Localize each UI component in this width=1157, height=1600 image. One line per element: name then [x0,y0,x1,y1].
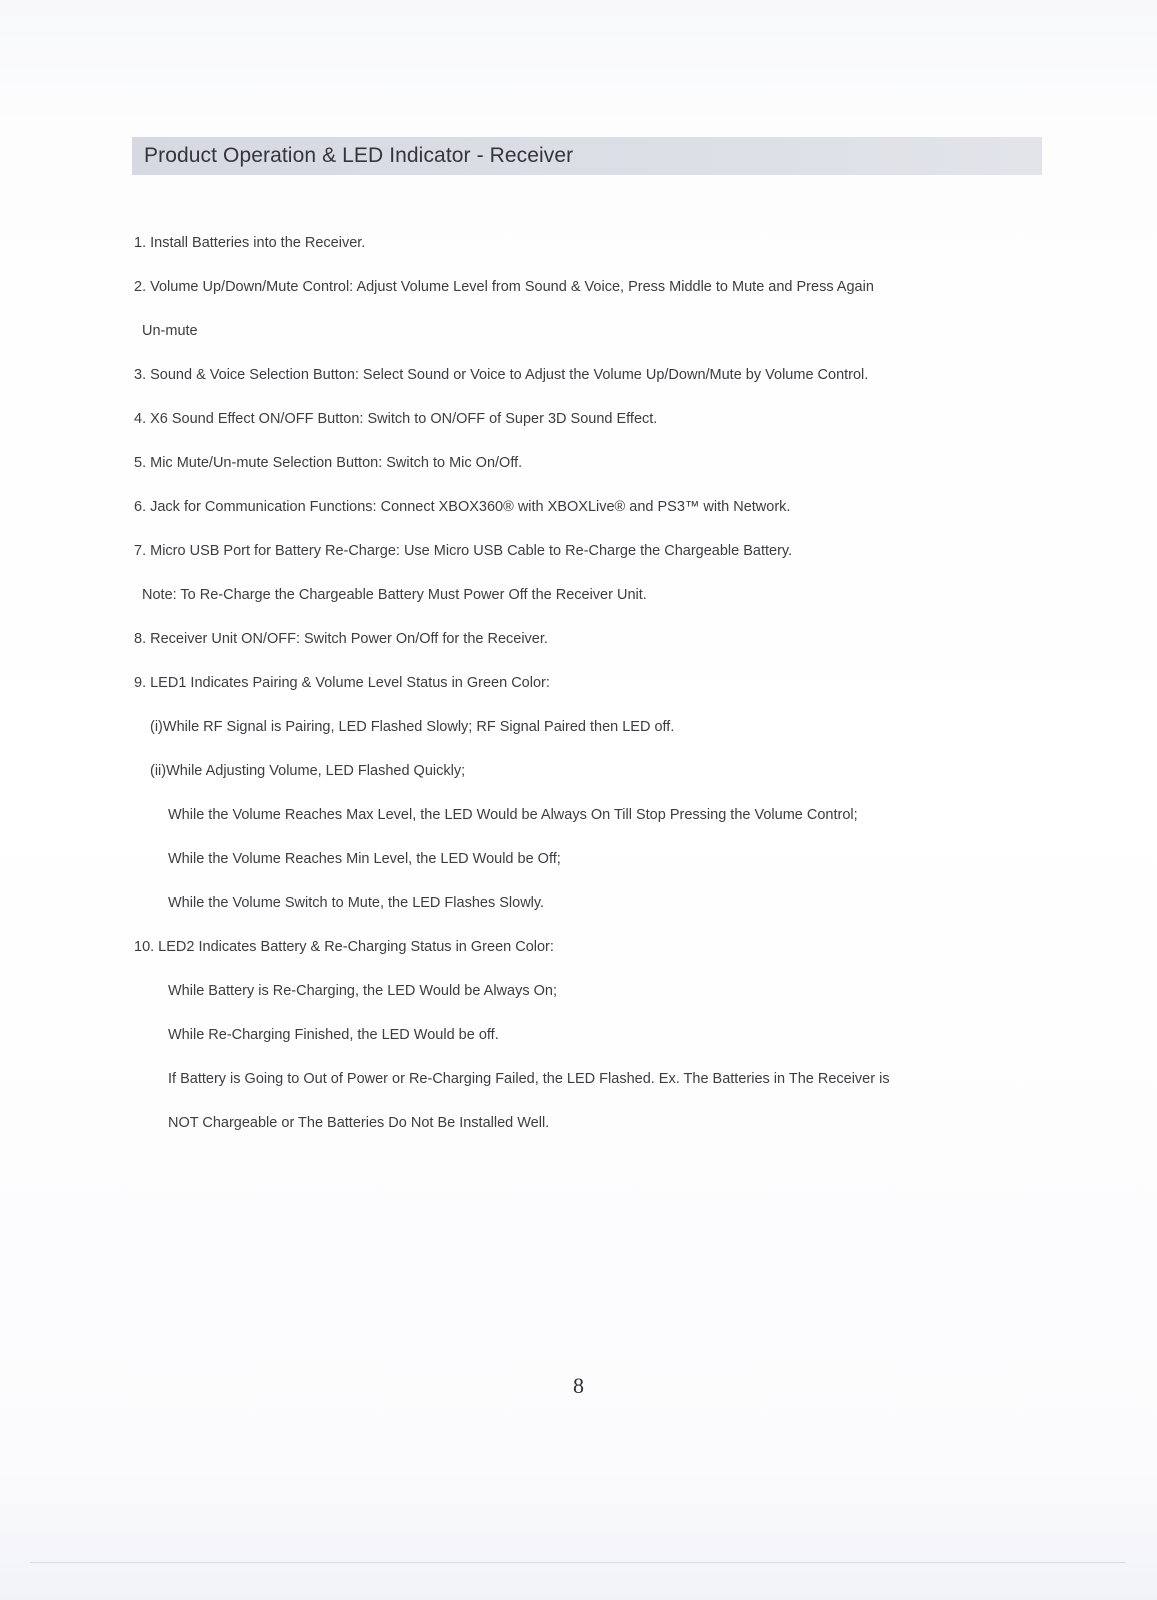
instruction-item-1: 1. Install Batteries into the Receiver. [134,235,366,251]
instruction-list [134,221,1034,1145]
bottom-divider [30,1562,1125,1563]
instruction-item-8: 8. Receiver Unit ON/OFF: Switch Power On/Off for the Receiver. [134,631,548,647]
led2-detail-failed-continued: NOT Chargeable or The Batteries Do Not Be Installed Well. [168,1115,550,1131]
section-header [132,137,1042,175]
led1-subitem-ii: (ii)While Adjusting Volume, LED Flashed Quickly; [150,763,466,779]
led1-detail-min: While the Volume Reaches Min Level, the LED Would be Off; [168,851,561,867]
page-number: 8 [573,1373,584,1398]
led1-subitem-i: (i)While RF Signal is Pairing, LED Flashed Slowly; RF Signal Paired then LED off. [150,719,675,735]
instruction-item-9: 9. LED1 Indicates Pairing & Volume Level Status in Green Color: [134,675,550,691]
led2-detail-finished: While Re-Charging Finished, the LED Would be off. [168,1027,499,1043]
instruction-item-7: 7. Micro USB Port for Battery Re-Charge: Use Micro USB Cable to Re-Charge the Chargeable Battery. [134,543,793,559]
led2-detail-failed: If Battery is Going to Out of Power or Re-Charging Failed, the LED Flashed. Ex. The Batteries in The Receiver is [168,1071,890,1087]
instruction-item-10: 10. LED2 Indicates Battery & Re-Charging Status in Green Color: [134,939,554,955]
instruction-item-6: 6. Jack for Communication Functions: Connect XBOX360® with XBOXLive® and PS3™ with Network. [134,499,791,515]
instruction-item-4: 4. X6 Sound Effect ON/OFF Button: Switch to ON/OFF of Super 3D Sound Effect. [134,411,658,427]
section-title: Product Operation & LED Indicator - Receiver [144,144,574,167]
instruction-item-5: 5. Mic Mute/Un-mute Selection Button: Switch to Mic On/Off. [134,455,523,471]
led2-detail-charging: While Battery is Re-Charging, the LED Would be Always On; [168,983,557,999]
instruction-note: Note: To Re-Charge the Chargeable Battery Must Power Off the Receiver Unit. [142,587,647,603]
led1-detail-mute: While the Volume Switch to Mute, the LED Flashes Slowly. [168,895,545,911]
instruction-item-3: 3. Sound & Voice Selection Button: Select Sound or Voice to Adjust the Volume Up/Down/Mute by Volume Control. [134,367,869,383]
instruction-item-2-continued: Un-mute [142,323,198,339]
instruction-item-2: 2. Volume Up/Down/Mute Control: Adjust Volume Level from Sound & Voice, Press Middle to Mute and Press Again [134,279,874,295]
led1-detail-max: While the Volume Reaches Max Level, the LED Would be Always On Till Stop Pressing the Volume Control; [168,807,858,823]
